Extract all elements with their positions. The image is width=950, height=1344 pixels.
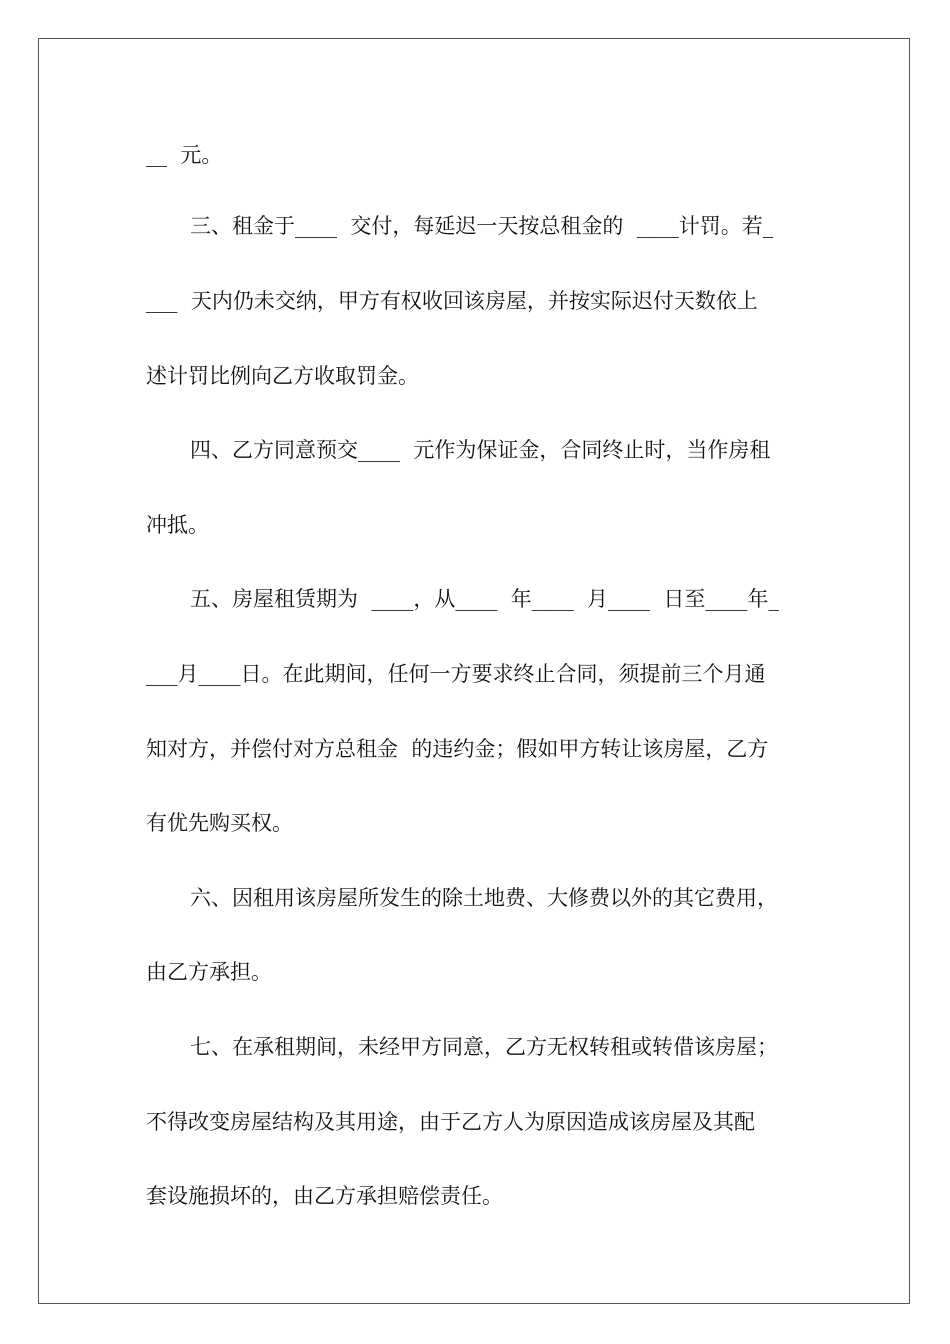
article-5-line-4: 有优先购买权。 [146, 811, 293, 835]
article-3-line-2: ___ 天内仍未交纳，甲方有权收回该房屋，并按实际迟付天数依上 [146, 289, 758, 313]
article-6-line-2: 由乙方承担。 [146, 960, 272, 984]
article-4-line-2: 冲抵。 [146, 513, 209, 537]
article-5-line-1: 五、房屋租赁期为 ____，从____ 年____ 月____ 日至____年_ [190, 587, 779, 611]
text-line-1: __ 元。 [146, 143, 223, 167]
article-3-line-1: 三、租金于____ 交付，每延迟一天按总租金的 ____计罚。若_ [190, 214, 774, 238]
article-7-line-2: 不得改变房屋结构及其用途，由于乙方人为原因造成该房屋及其配 [146, 1110, 755, 1134]
article-3-line-3: 述计罚比例向乙方收取罚金。 [146, 364, 419, 388]
article-5-line-3: 知对方，并偿付对方总租金 的违约金；假如甲方转让该房屋，乙方 [146, 737, 769, 761]
article-6-line-1: 六、因租用该房屋所发生的除土地费、大修费以外的其它费用， [190, 886, 778, 910]
article-4-line-1: 四、乙方同意预交____ 元作为保证金，合同终止时，当作房租 [190, 438, 771, 462]
article-5-line-2: ___月____日。在此期间，任何一方要求终止合同，须提前三个月通 [146, 662, 766, 686]
article-7-line-1: 七、在承租期间，未经甲方同意，乙方无权转租或转借该房屋； [190, 1035, 778, 1059]
article-7-line-3: 套设施损坏的，由乙方承担赔偿责任。 [146, 1184, 503, 1208]
